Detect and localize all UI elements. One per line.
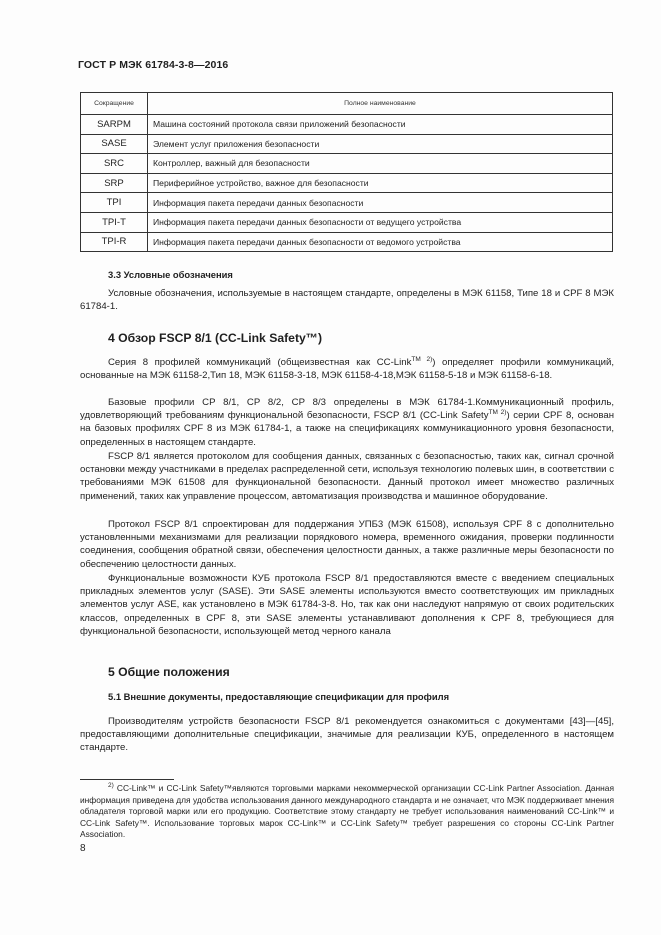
p2-text-a: Базовые профили CP 8/1, CP 8/2, CP 8/3 определены в МЭК 61784-1.Коммуникационный профиль, удовлетворяющий требованиям функциональной безопасности, FSCP 8/1 (CC-Link Safety	[80, 397, 614, 422]
table-row	[81, 232, 613, 252]
section-3-3-heading: 3.3 Условные обозначения	[108, 269, 233, 280]
p1-text-b: ) определяет профили коммуникаций, основанные на МЭК 61158-2,Тип 18, МЭК 61158-3-18, МЭК 61158-4-18,МЭК 61158-5-18 и МЭК 61158-6-18.	[80, 357, 614, 382]
abbr-cell: SASE	[81, 134, 148, 154]
table-row	[81, 173, 613, 193]
section-5-1-heading: 5.1 Внешние документы, предоставляющие спецификации для профиля	[108, 691, 450, 702]
column-header-abbreviation: Сокращение	[81, 93, 148, 115]
footnote-divider	[80, 779, 174, 780]
name-cell: Контроллер, важный для безопасности	[148, 154, 613, 174]
table-row	[81, 154, 613, 174]
abbr-cell: SARPM	[81, 115, 148, 135]
abbr-cell: TPI-R	[81, 232, 148, 252]
name-cell: Информация пакета передачи данных безопасности от ведомого устройства	[148, 232, 613, 252]
section-4-paragraph-5: Функциональные возможности КУБ протокола FSCP 8/1 предоставляются вместе с введением специальных прикладных элементов услуг (SASE). Эти SASE элементы используются вместо соответствующих им прикладных элементов услуг ASE, как установлено в МЭК 61784-3-8. Но, так как они наследуют напрямую от своих родительских классов, определенных в CPF 8, эти SASE элементы устанавливают дополнения к CPF 8, требующиеся для функциональной безопасности, использующей метод черного канала	[80, 573, 614, 637]
footnote-marker: 2)	[108, 782, 114, 789]
section-3-3-paragraph: Условные обозначения, используемые в настоящем стандарте, определены в МЭК 61158, Типе 18 и CPF 8 МЭК 61784-1.	[80, 288, 614, 313]
section-4-heading: 4 Обзор FSCP 8/1 (CC-Link Safety™)	[108, 331, 323, 345]
p1-text-a: Серия 8 профилей коммуникаций (общеизвестная как CC-Link	[108, 357, 412, 368]
name-cell: Элемент услуг приложения безопасности	[148, 134, 613, 154]
table-header-row	[81, 93, 613, 115]
name-cell: Машина состояний протокола связи приложений безопасности	[148, 115, 613, 135]
column-header-full-name: Полное наименование	[148, 93, 613, 115]
section-5-1-paragraph: Производителям устройств безопасности FSCP 8/1 рекомендуется ознакомиться с документами [43]—[45], предоставляющими дополнительные спецификации, значимые для реализации КУБ, определенного в настоящем стандарте.	[80, 716, 614, 754]
table-row	[81, 115, 613, 135]
document-header: ГОСТ Р МЭК 61784-3-8—2016	[78, 59, 229, 71]
abbr-cell: TPI	[81, 193, 148, 213]
footnote-ref: TM 2)	[411, 356, 433, 363]
section-4-paragraph-2	[80, 396, 614, 449]
abbreviations-table	[80, 92, 613, 252]
abbr-cell: SRC	[81, 154, 148, 174]
name-cell: Информация пакета передачи данных безопасности	[148, 193, 613, 213]
table-row	[81, 193, 613, 213]
section-4-paragraph-4: Протокол FSCP 8/1 спроектирован для поддержания УПБ3 (МЭК 61508), используя CPF 8 с дополнительно установленными механизмами для реализации порядкового номера, временного ожидания, проверки подлинности соединения, сообщения обратной связи, обеспечения целостности данных, а также различные меры безопасности по обеспечению целостности данных.	[80, 519, 614, 570]
table-row	[81, 134, 613, 154]
abbr-cell: TPI-T	[81, 212, 148, 232]
name-cell: Информация пакета передачи данных безопасности от ведущего устройства	[148, 212, 613, 232]
name-cell: Периферийное устройство, важное для безопасности	[148, 173, 613, 193]
page-number: 8	[80, 843, 86, 854]
table-row	[81, 212, 613, 232]
footnote-ref: TM 2)	[488, 409, 507, 417]
footnote	[80, 783, 614, 841]
section-4-paragraph-3: FSCP 8/1 является протоколом для сообщения данных, связанных с безопасностью, таких как, сигнал срочной остановки между участниками в пределах распределенной сети, используя технологию полевых шин, в соответствии с требованиями МЭК 61508 для функциональной безопасности. Данный протокол имеет множество различных применений, таких как управление процессом, автоматизация производства и машинное оборудование.	[80, 451, 614, 502]
section-4-paragraph-1	[80, 356, 614, 382]
p2-text-b: ) серии CPF 8, основан на базовых профилях CPF 8 из МЭК 61784-1, а также на спецификациях коммуникационного уровня безопасности, определенных в настоящем стандарте.	[80, 410, 614, 448]
footnote-text: CC-Link™ и CC-Link Safety™являются торговыми марками некоммерческой организации CC-Link Partner Association. Данная информация приведена для удобства использования данного международного стандарта и не означает, что МЭК поддерживает мнения обладателя торговой марки или его продукцию. Соответствие этому стандарту не требует использования наименований CC-Link™ и CC-Link Safety™. Использование торговых марок CC-Link™ и CC-Link Safety™ требует разрешения со стороны CC-Link Partner Association.	[80, 783, 614, 840]
section-5-heading: 5 Общие положения	[108, 665, 230, 679]
abbr-cell: SRP	[81, 173, 148, 193]
